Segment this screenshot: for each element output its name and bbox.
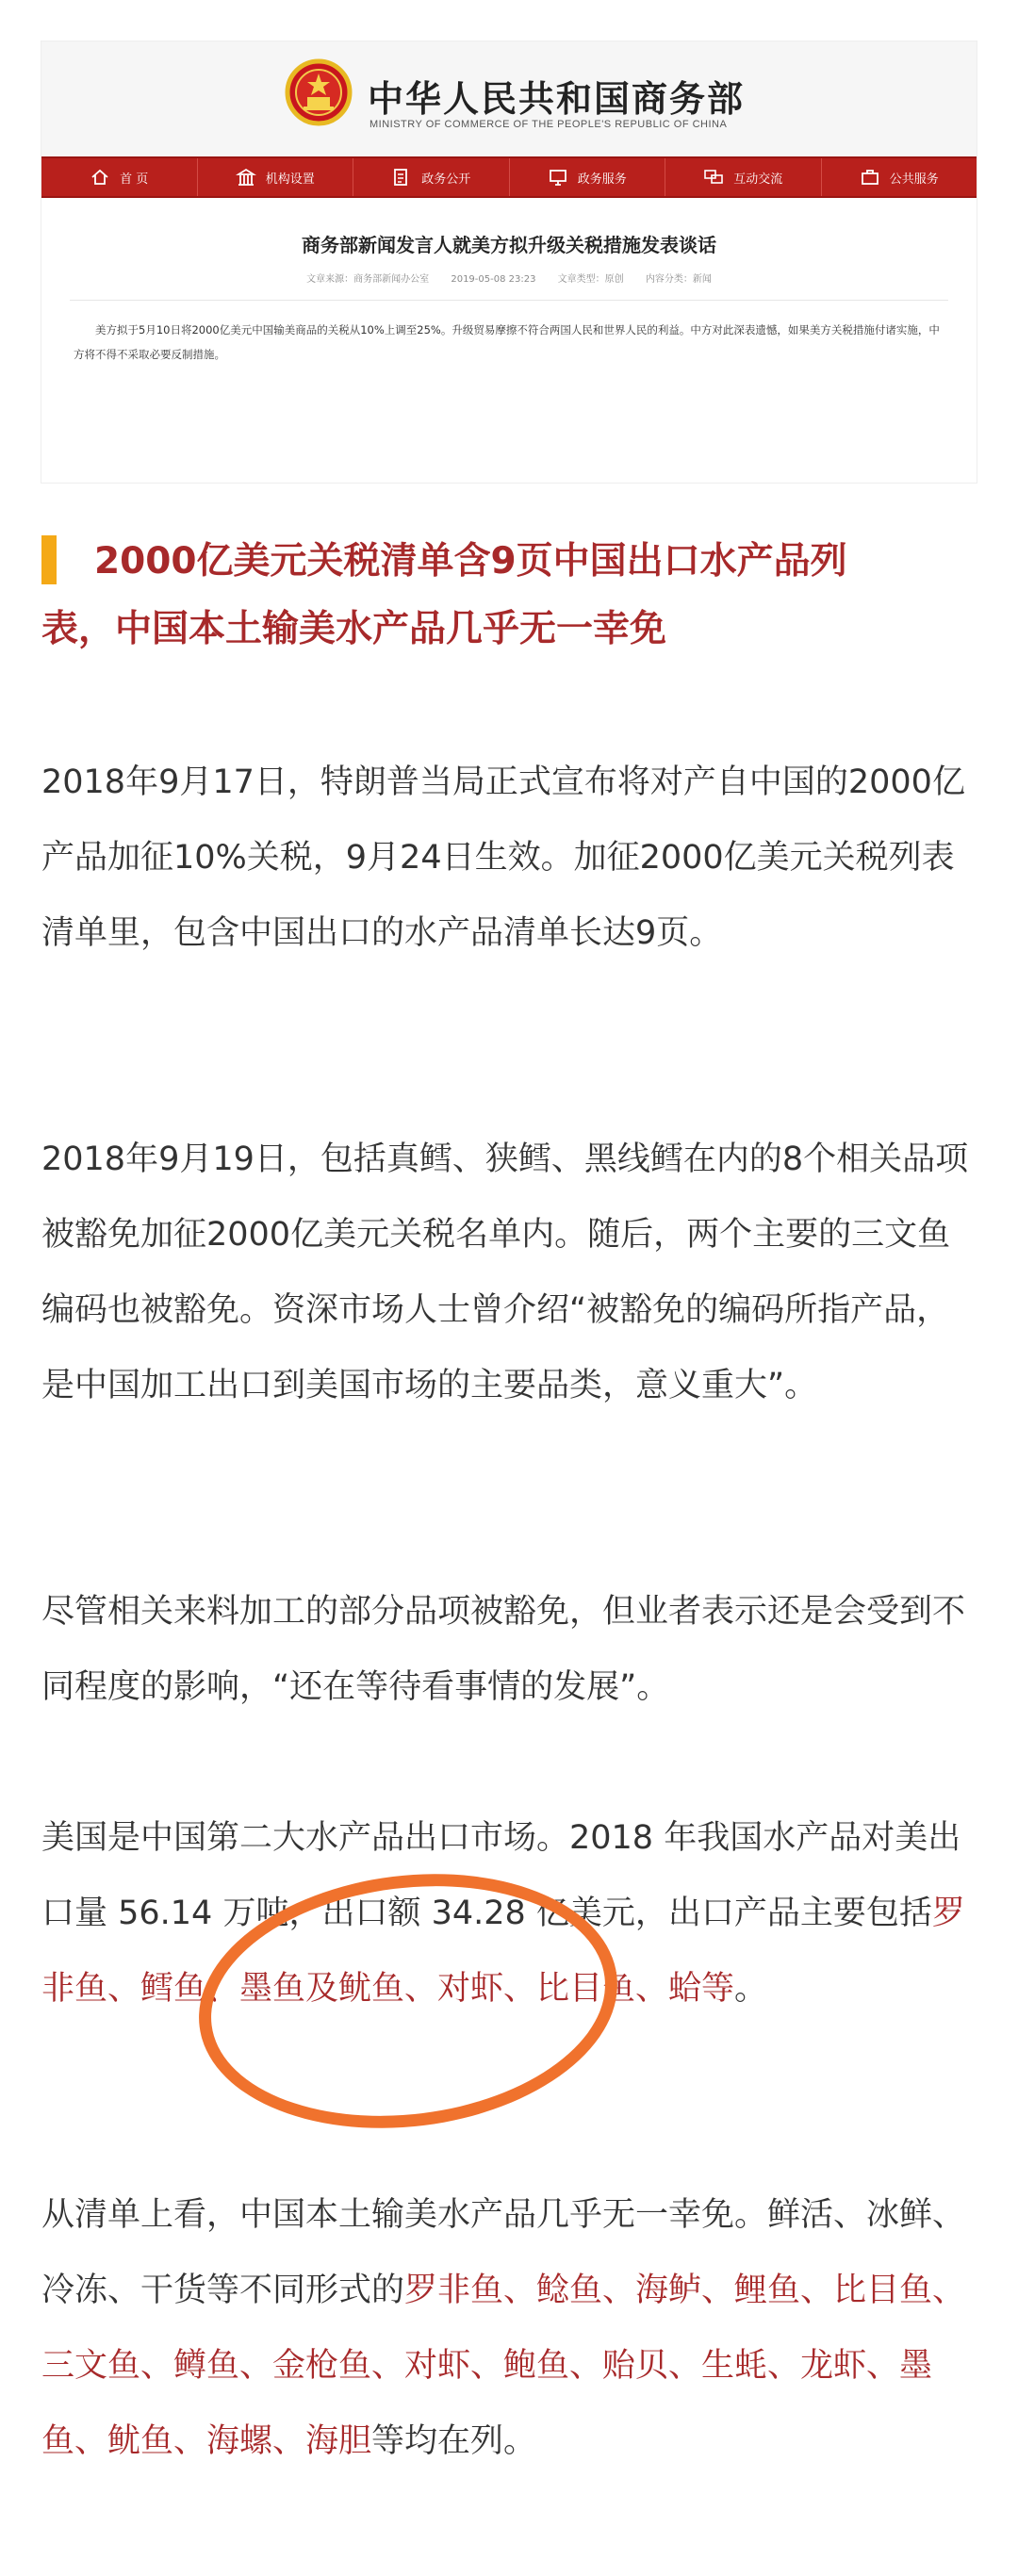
- mofcom-article-body: 美方拟于5月10日将2000亿美元中国输美商品的关税从10%上调至25%。升级贸易摩擦不符合两国人民和世界人民的利益。中方对此深表遗憾，如果美方关税措施付诸实施，中方将不得不采取必要反制措施。: [74, 323, 940, 361]
- nav-item-home[interactable]: [41, 158, 198, 196]
- chat-icon: [703, 167, 724, 188]
- paragraph-4-text: 美国是中国第二大水产品出口市场。2018 年我国水产品对美出口量 56.14 万吨，出口额 34.28 亿美元，出口产品主要包括: [41, 1819, 961, 1932]
- meta-type: 文章类型：原创: [557, 274, 624, 285]
- paragraph-5: [41, 2177, 980, 2479]
- nav-label: 互动交流: [733, 172, 783, 187]
- mofcom-screenshot: [41, 41, 977, 483]
- nav-item-gov-services[interactable]: [510, 158, 666, 196]
- home-icon: [90, 167, 110, 188]
- paragraph-5-end: 等均在列。: [371, 2422, 537, 2460]
- paragraph-5-text: 从清单上看，中国本土输美水产品几乎无一幸免。鲜活、冰鲜、冷冻、干货等不同形式的: [41, 2196, 966, 2309]
- heading-line-2: 表，中国本土输美水产品几乎无一幸免: [41, 608, 667, 650]
- meta-date: 2019-05-08 23:23: [451, 274, 536, 285]
- nav-item-gov-affairs[interactable]: [353, 158, 510, 196]
- nav-label: 首 页: [120, 172, 149, 187]
- monitor-icon: [548, 167, 568, 188]
- heading-line-1: 2000亿美元关税清单含9页中国出口水产品列: [94, 540, 847, 582]
- building-icon: [236, 167, 256, 188]
- heading-accent-bar: [41, 535, 57, 584]
- section-heading: [41, 528, 980, 664]
- nav-label: 公共服务: [889, 172, 939, 187]
- nav-label: 政务服务: [577, 172, 627, 187]
- paragraph-5-highlight: 罗非鱼、鲶鱼、海鲈、鲤鱼、比目鱼、三文鱼、鳟鱼、金枪鱼、对虾、鲍鱼、贻贝、生蚝、龙虾、墨鱼、鱿鱼、海螺、海胆: [41, 2272, 966, 2460]
- nav-label: 政务公开: [421, 172, 471, 187]
- mofcom-article-meta: [70, 271, 948, 301]
- mofcom-header: [41, 41, 977, 156]
- meta-category: 内容分类：新闻: [645, 274, 712, 285]
- nav-item-public-services[interactable]: [822, 158, 977, 196]
- paragraph-3: 尽管相关来料加工的部分品项被豁免，但业者表示还是会受到不同程度的影响，“还在等待看事情的发展”。: [41, 1593, 966, 1706]
- paragraph-4-highlight: 罗非鱼、鳕鱼、墨鱼及鱿鱼、对虾、比目鱼、蛤等: [41, 1895, 965, 2008]
- paragraph-4: [41, 1800, 980, 2026]
- mofcom-title: 中华人民共和国商务部: [368, 78, 746, 120]
- mofcom-nav: [41, 156, 977, 198]
- nav-item-organization[interactable]: [198, 158, 354, 196]
- paragraph-2: 2018年9月19日，包括真鳕、狭鳕、黑线鳕在内的8个相关品项被豁免加征2000亿美元关税名单内。随后，两个主要的三文鱼编码也被豁免。资深市场人士曾介绍“被豁免的编码所指产品，是中国加工出口到美国市场的主要品类，意义重大”。: [41, 1140, 969, 1404]
- mofcom-subtitle: MINISTRY OF COMMERCE OF THE PEOPLE'S REPUBLIC OF CHINA: [369, 119, 728, 130]
- paragraph-1: 2018年9月17日，特朗普当局正式宣布将对产自中国的2000亿产品加征10%关税，9月24日生效。加征2000亿美元关税列表清单里，包含中国出口的水产品清单长达9页。: [41, 763, 965, 952]
- mofcom-article-title: 商务部新闻发言人就美方拟升级关税措施发表谈话: [302, 234, 716, 256]
- national-emblem-icon: [285, 58, 353, 126]
- nav-item-interaction[interactable]: [665, 158, 822, 196]
- briefcase-icon: [860, 167, 880, 188]
- heading-text: [41, 528, 980, 664]
- document-icon: [391, 167, 412, 188]
- meta-source: 文章来源：商务部新闻办公室: [306, 274, 430, 285]
- nav-label: 机构设置: [265, 172, 315, 187]
- paragraph-4-end: 。: [734, 1970, 768, 2008]
